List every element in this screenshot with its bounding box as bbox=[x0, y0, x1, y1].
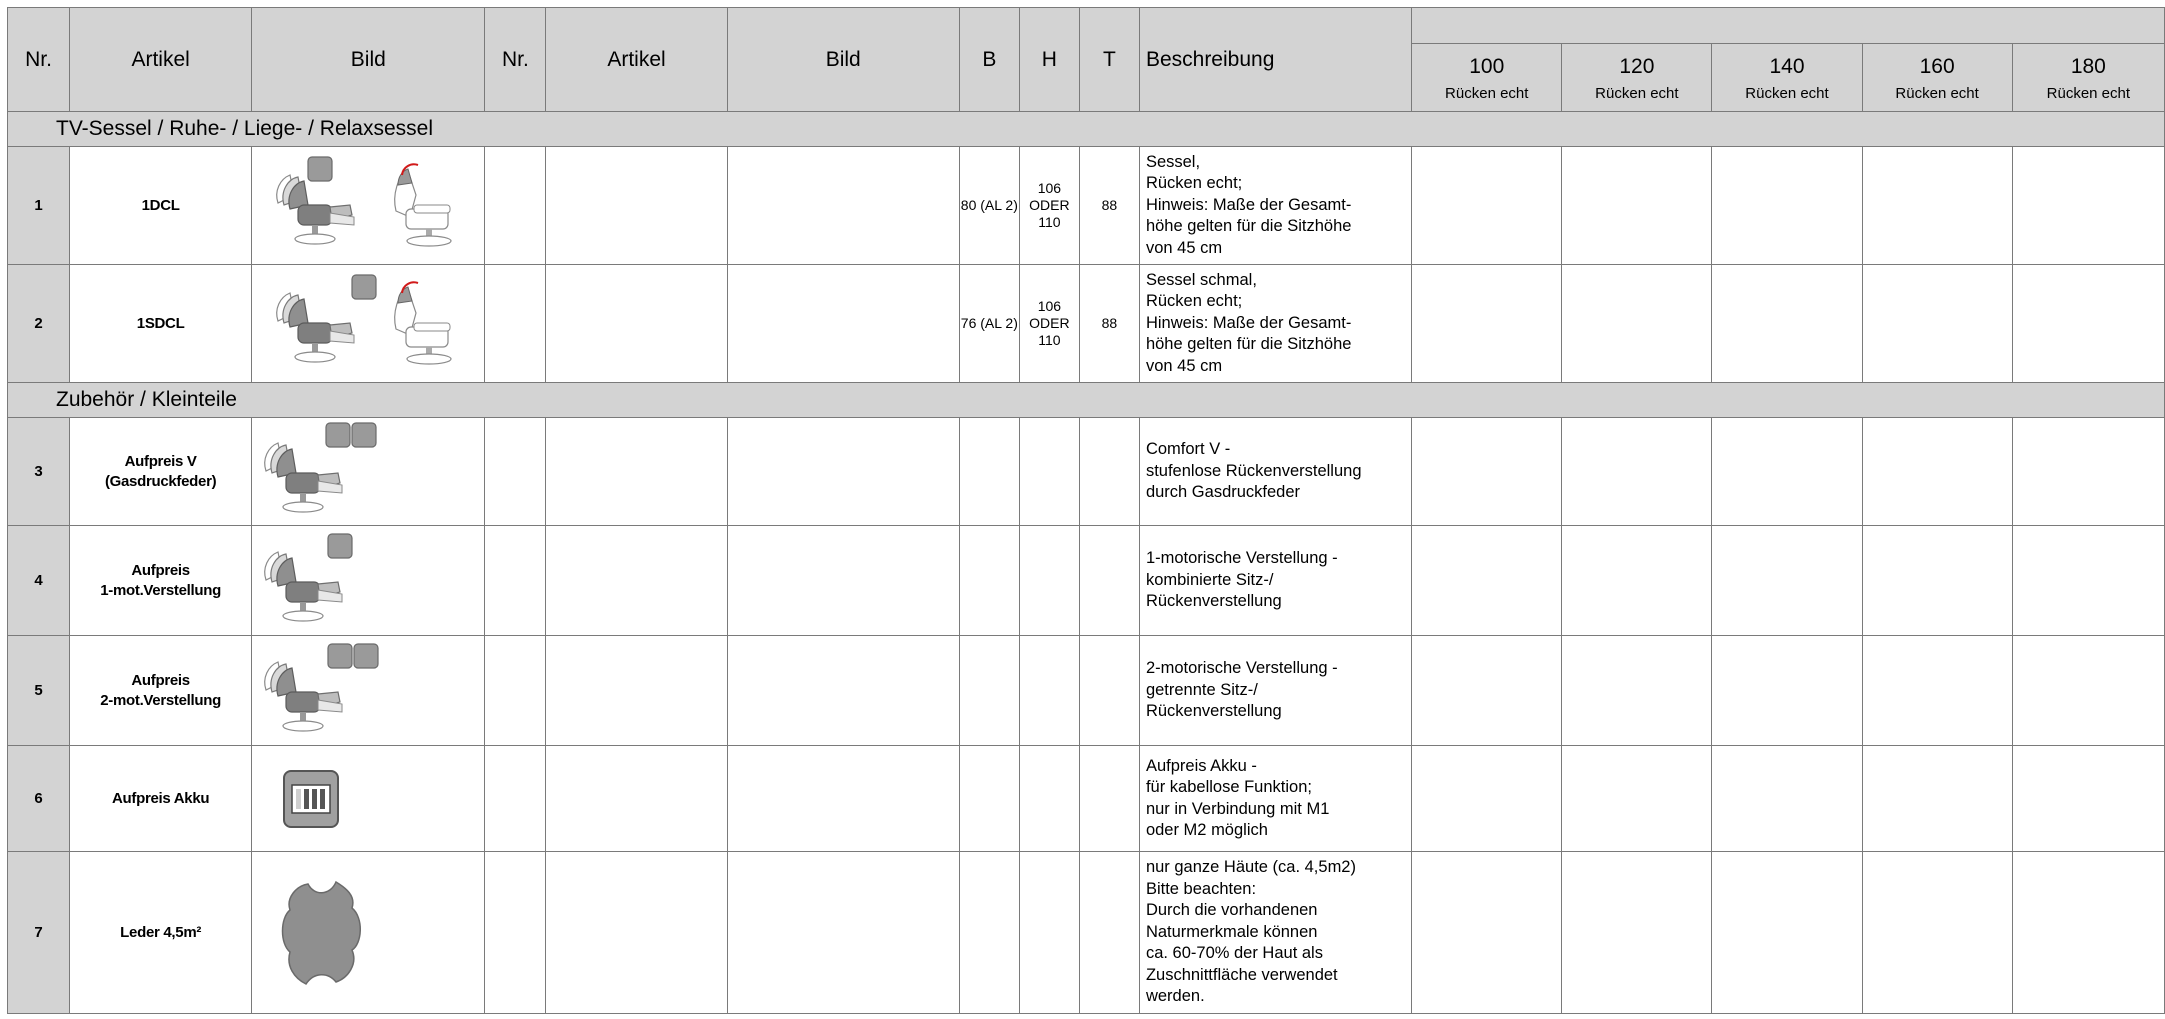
size-label: Rücken echt bbox=[1895, 84, 1979, 102]
price-cell-100 bbox=[1412, 746, 1562, 852]
price-cell-120 bbox=[1562, 418, 1712, 526]
price-cell-140 bbox=[1712, 147, 1862, 265]
row-bild-2 bbox=[727, 852, 959, 1014]
row-image bbox=[252, 418, 485, 526]
table-row bbox=[8, 265, 2165, 383]
row-nr-2 bbox=[485, 636, 546, 746]
row-artikel: 1DCL bbox=[70, 147, 252, 265]
row-t: 88 bbox=[1079, 265, 1139, 383]
row-t bbox=[1079, 852, 1139, 1014]
price-cell-180 bbox=[2012, 147, 2164, 265]
price-cell-180 bbox=[2012, 526, 2164, 636]
price-cell-140 bbox=[1712, 746, 1862, 852]
row-artikel-2 bbox=[546, 636, 727, 746]
header-size-160 bbox=[1862, 44, 2012, 112]
row-h: 106 ODER 110 bbox=[1019, 147, 1079, 265]
row-artikel-2 bbox=[546, 746, 727, 852]
row-number: 3 bbox=[8, 418, 70, 526]
row-t: 88 bbox=[1079, 147, 1139, 265]
row-image bbox=[252, 265, 485, 383]
row-artikel-2 bbox=[546, 418, 727, 526]
header-size-140 bbox=[1712, 44, 1862, 112]
row-b bbox=[959, 418, 1019, 526]
price-cell-140 bbox=[1712, 418, 1862, 526]
header-b: B bbox=[959, 8, 1019, 112]
price-cell-180 bbox=[2012, 852, 2164, 1014]
header-size-180 bbox=[2012, 44, 2164, 112]
size-number: 140 bbox=[1769, 54, 1805, 78]
price-cell-140 bbox=[1712, 636, 1862, 746]
table-row bbox=[8, 147, 2165, 265]
price-cell-100 bbox=[1412, 852, 1562, 1014]
row-image bbox=[252, 636, 485, 746]
price-cell-140 bbox=[1712, 852, 1862, 1014]
one-motor-recliner-icon bbox=[252, 528, 482, 634]
size-number: 160 bbox=[1919, 54, 1955, 78]
row-image bbox=[252, 852, 485, 1014]
price-cell-160 bbox=[1862, 636, 2012, 746]
section-row bbox=[8, 383, 2165, 418]
header-bild-2: Bild bbox=[727, 8, 959, 112]
price-cell-160 bbox=[1862, 526, 2012, 636]
header-bild: Bild bbox=[252, 8, 485, 112]
section-row bbox=[8, 112, 2165, 147]
row-beschreibung: Sessel schmal, Rücken echt; Hinweis: Maße der Gesamt- höhe gelten für die Sitzhöhe von 45 cm bbox=[1139, 265, 1411, 383]
row-nr-2 bbox=[485, 746, 546, 852]
recliner-chair-icon bbox=[252, 149, 482, 263]
header-nr: Nr. bbox=[8, 8, 70, 112]
row-artikel: Aufpreis 1-mot.Verstellung bbox=[70, 526, 252, 636]
row-number: 2 bbox=[8, 265, 70, 383]
table-row bbox=[8, 852, 2165, 1014]
header-nr-2: Nr. bbox=[485, 8, 546, 112]
row-h bbox=[1019, 852, 1079, 1014]
price-table bbox=[7, 7, 2165, 1014]
row-b bbox=[959, 852, 1019, 1014]
row-bild-2 bbox=[727, 746, 959, 852]
size-number: 100 bbox=[1469, 54, 1505, 78]
row-b: 76 (AL 2) bbox=[959, 265, 1019, 383]
row-artikel-2 bbox=[546, 147, 727, 265]
size-label: Rücken echt bbox=[2046, 84, 2131, 102]
section-title: TV-Sessel / Ruhe- / Liege- / Relaxsessel bbox=[8, 112, 2165, 147]
size-number: 180 bbox=[2070, 54, 2106, 78]
row-bild-2 bbox=[727, 526, 959, 636]
row-t bbox=[1079, 418, 1139, 526]
row-image bbox=[252, 147, 485, 265]
row-h bbox=[1019, 526, 1079, 636]
row-beschreibung: nur ganze Häute (ca. 4,5m2) Bitte beachten: Durch die vorhandenen Naturmerkmale können ca. 60-70% der Haut als Zuschnittfläche verwendet werden. bbox=[1139, 852, 1411, 1014]
row-t bbox=[1079, 636, 1139, 746]
row-number: 7 bbox=[8, 852, 70, 1014]
price-cell-180 bbox=[2012, 636, 2164, 746]
price-cell-160 bbox=[1862, 852, 2012, 1014]
two-motor-recliner-icon bbox=[252, 638, 482, 744]
header-size-100 bbox=[1412, 44, 1562, 112]
price-cell-160 bbox=[1862, 746, 2012, 852]
gas-spring-recliner-icon bbox=[252, 420, 482, 524]
table-row bbox=[8, 526, 2165, 636]
row-nr-2 bbox=[485, 852, 546, 1014]
header-artikel: Artikel bbox=[70, 8, 252, 112]
size-label: Rücken echt bbox=[1445, 84, 1529, 102]
price-cell-100 bbox=[1412, 147, 1562, 265]
price-cell-120 bbox=[1562, 852, 1712, 1014]
price-cell-100 bbox=[1412, 526, 1562, 636]
price-cell-120 bbox=[1562, 746, 1712, 852]
row-b: 80 (AL 2) bbox=[959, 147, 1019, 265]
size-label: Rücken echt bbox=[1745, 84, 1829, 102]
row-artikel: Aufpreis 2-mot.Verstellung bbox=[70, 636, 252, 746]
row-h bbox=[1019, 636, 1079, 746]
row-beschreibung: Sessel, Rücken echt; Hinweis: Maße der Gesamt- höhe gelten für die Sitzhöhe von 45 cm bbox=[1139, 147, 1411, 265]
row-beschreibung: 1-motorische Verstellung - kombinierte Sitz-/ Rückenverstellung bbox=[1139, 526, 1411, 636]
header-t: T bbox=[1079, 8, 1139, 112]
row-artikel: Aufpreis V (Gasdruckfeder) bbox=[70, 418, 252, 526]
row-b bbox=[959, 526, 1019, 636]
price-cell-120 bbox=[1562, 526, 1712, 636]
row-artikel-2 bbox=[546, 526, 727, 636]
row-artikel: Aufpreis Akku bbox=[70, 746, 252, 852]
row-beschreibung: 2-motorische Verstellung - getrennte Sitz-/ Rückenverstellung bbox=[1139, 636, 1411, 746]
price-cell-100 bbox=[1412, 636, 1562, 746]
row-beschreibung: Comfort V - stufenlose Rückenverstellung durch Gasdruckfeder bbox=[1139, 418, 1411, 526]
row-t bbox=[1079, 746, 1139, 852]
header-beschreibung: Beschreibung bbox=[1139, 8, 1411, 112]
row-artikel: Leder 4,5m² bbox=[70, 852, 252, 1014]
price-cell-120 bbox=[1562, 147, 1712, 265]
row-nr-2 bbox=[485, 418, 546, 526]
table-row bbox=[8, 418, 2165, 526]
price-cell-160 bbox=[1862, 265, 2012, 383]
row-nr-2 bbox=[485, 526, 546, 636]
row-artikel: 1SDCL bbox=[70, 265, 252, 383]
row-artikel-2 bbox=[546, 852, 727, 1014]
size-label: Rücken echt bbox=[1595, 84, 1679, 102]
price-cell-140 bbox=[1712, 265, 1862, 383]
size-number: 120 bbox=[1619, 54, 1655, 78]
battery-icon bbox=[252, 748, 482, 850]
price-cell-180 bbox=[2012, 265, 2164, 383]
row-bild-2 bbox=[727, 265, 959, 383]
row-b bbox=[959, 636, 1019, 746]
table-row bbox=[8, 746, 2165, 852]
row-h: 106 ODER 110 bbox=[1019, 265, 1079, 383]
recliner-chair-narrow-icon bbox=[252, 267, 482, 381]
leather-hide-icon bbox=[252, 854, 482, 1012]
row-nr-2 bbox=[485, 147, 546, 265]
row-bild-2 bbox=[727, 636, 959, 746]
row-number: 5 bbox=[8, 636, 70, 746]
row-b bbox=[959, 746, 1019, 852]
row-image bbox=[252, 746, 485, 852]
price-cell-160 bbox=[1862, 147, 2012, 265]
row-number: 1 bbox=[8, 147, 70, 265]
row-bild-2 bbox=[727, 418, 959, 526]
price-cell-140 bbox=[1712, 526, 1862, 636]
price-cell-180 bbox=[2012, 746, 2164, 852]
price-cell-180 bbox=[2012, 418, 2164, 526]
row-artikel-2 bbox=[546, 265, 727, 383]
table-row bbox=[8, 636, 2165, 746]
header-h: H bbox=[1019, 8, 1079, 112]
price-cell-100 bbox=[1412, 418, 1562, 526]
header-size-120 bbox=[1562, 44, 1712, 112]
row-number: 4 bbox=[8, 526, 70, 636]
header-artikel-2: Artikel bbox=[546, 8, 727, 112]
price-cell-160 bbox=[1862, 418, 2012, 526]
price-cell-100 bbox=[1412, 265, 1562, 383]
row-bild-2 bbox=[727, 147, 959, 265]
row-t bbox=[1079, 526, 1139, 636]
price-cell-120 bbox=[1562, 636, 1712, 746]
row-beschreibung: Aufpreis Akku - für kabellose Funktion; nur in Verbindung mit M1 oder M2 möglich bbox=[1139, 746, 1411, 852]
price-cell-120 bbox=[1562, 265, 1712, 383]
header-size-group bbox=[1412, 8, 2165, 44]
row-nr-2 bbox=[485, 265, 546, 383]
row-image bbox=[252, 526, 485, 636]
section-title: Zubehör / Kleinteile bbox=[8, 383, 2165, 418]
row-number: 6 bbox=[8, 746, 70, 852]
row-h bbox=[1019, 746, 1079, 852]
row-h bbox=[1019, 418, 1079, 526]
